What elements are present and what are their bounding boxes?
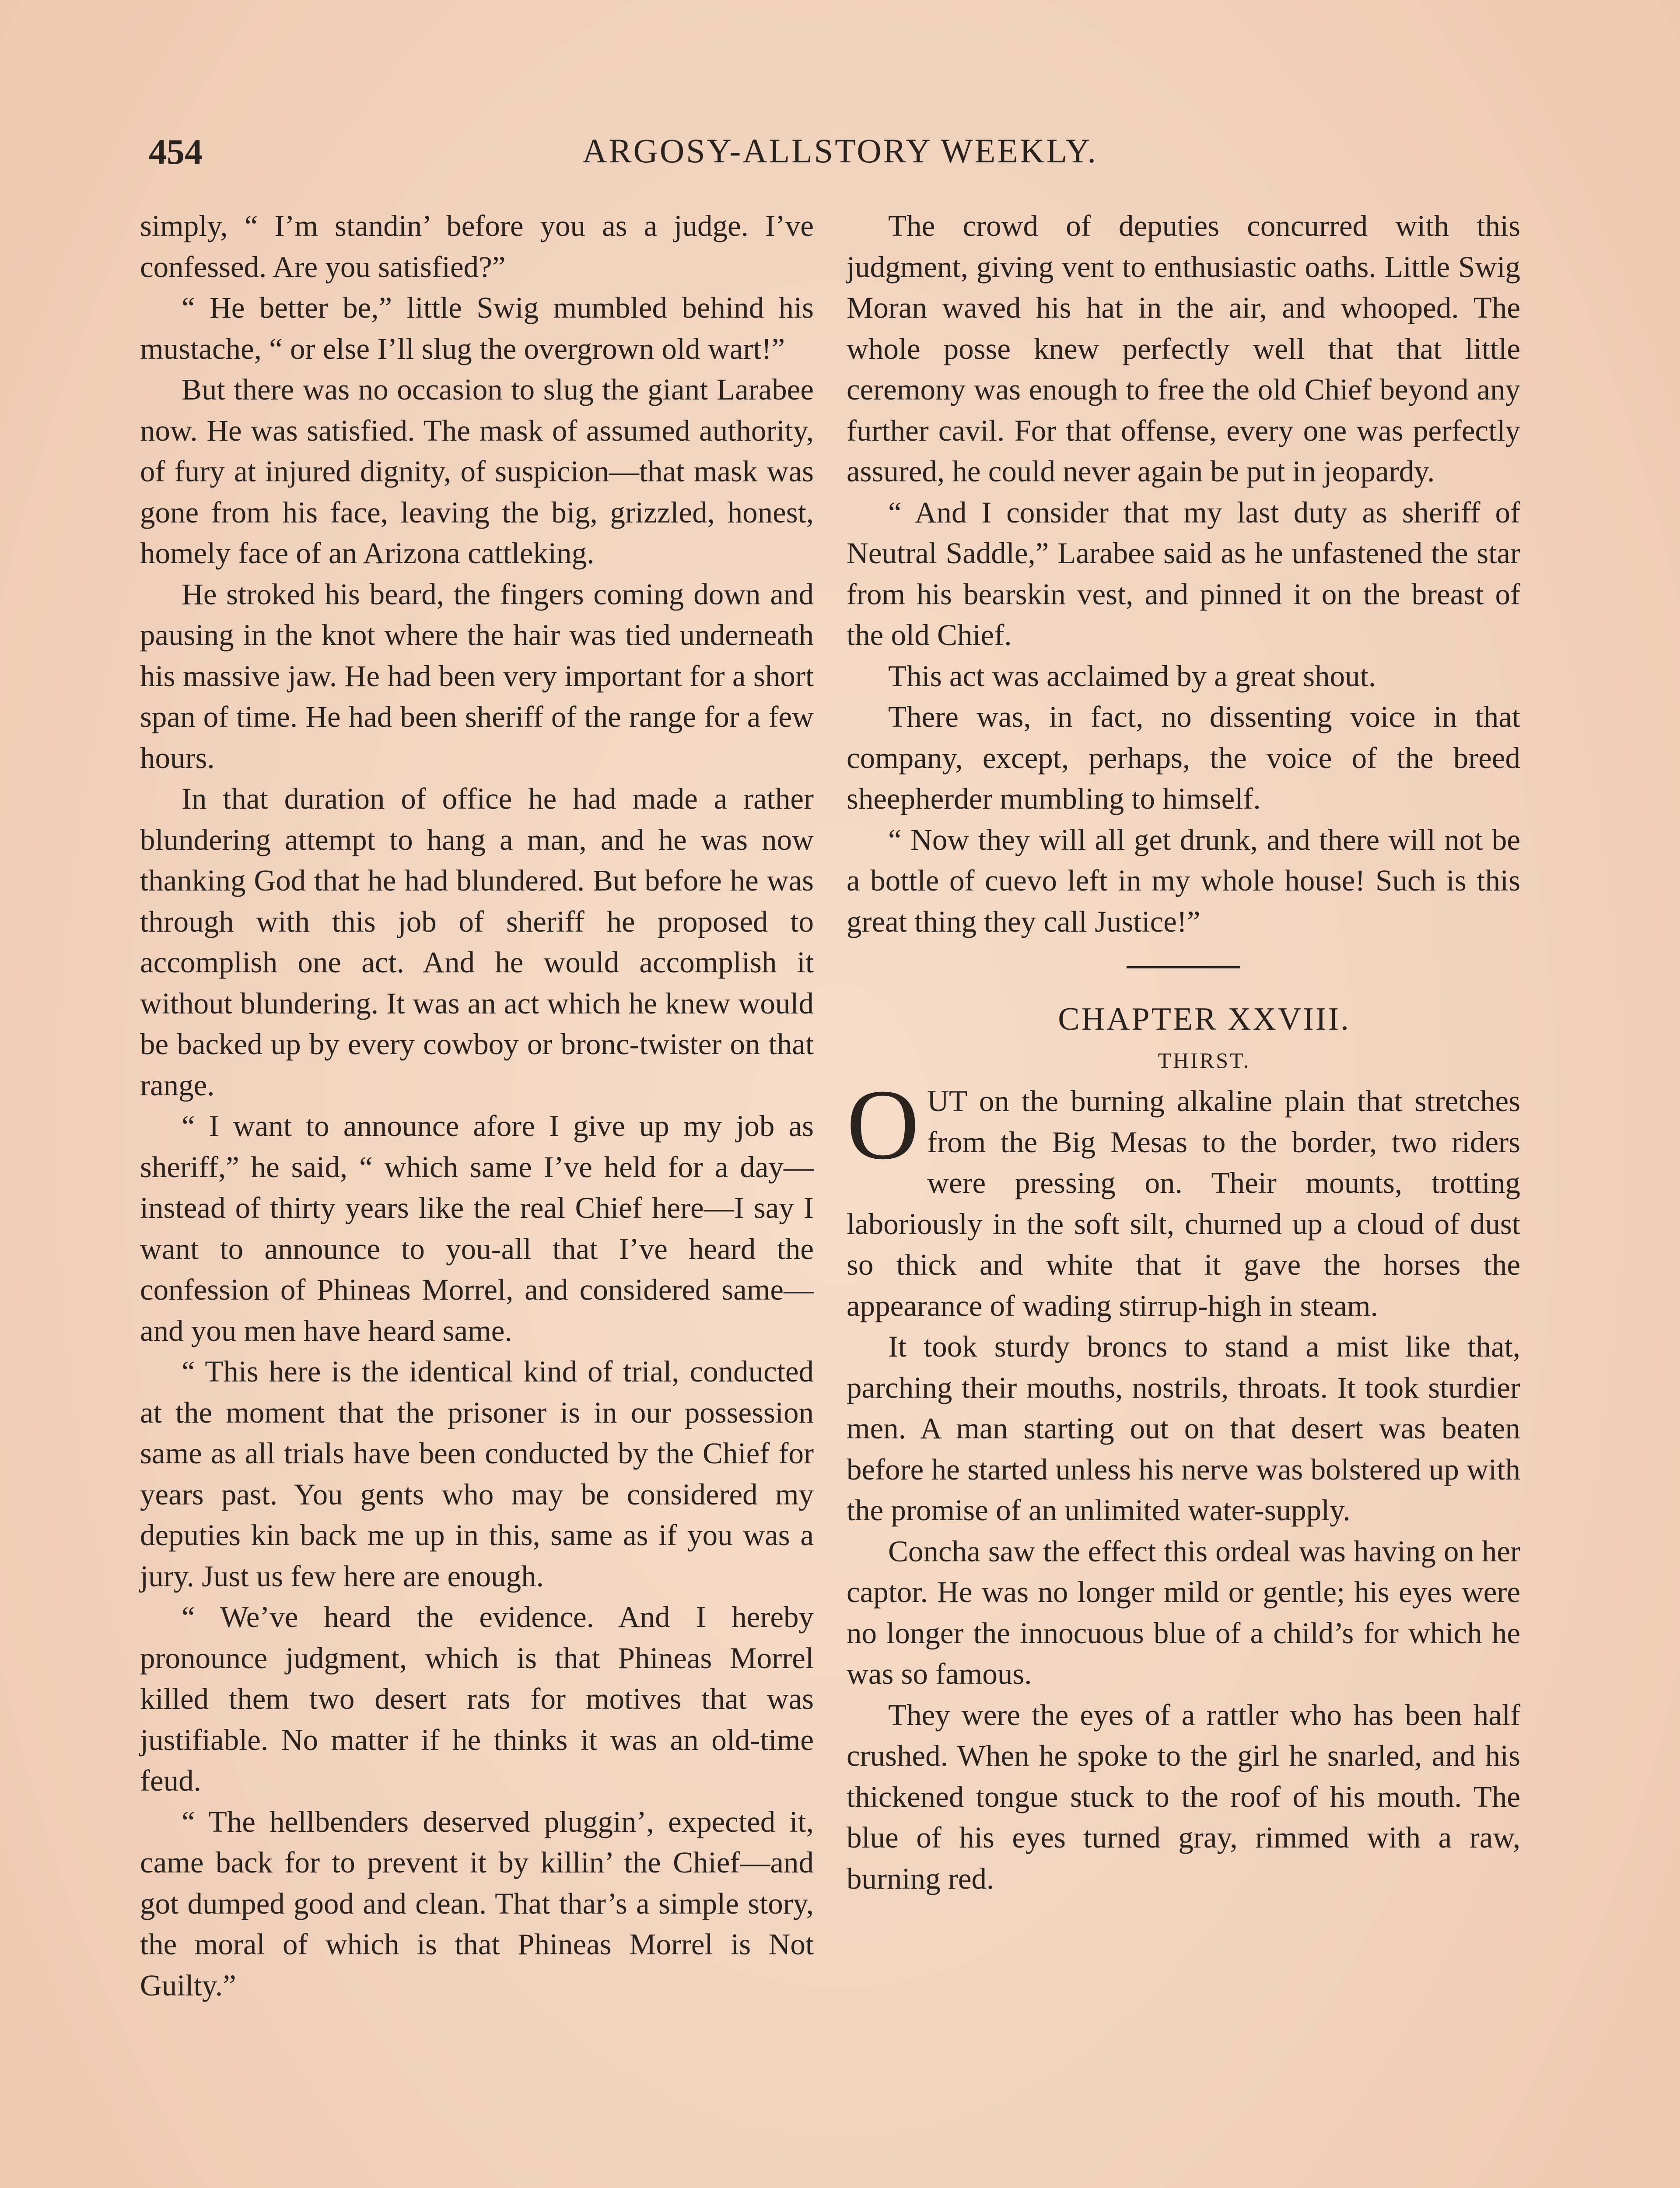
drop-cap: O: [847, 1069, 920, 1180]
paragraph: In that duration of office he had made a rather blundering attempt to hang a man, and he was now thanking God that he had blundered. But before he was through with this job of sheriff he proposed to accomplish one act. And he would accomplish it without blundering. It was an act which he knew would be backed up by every cowboy or bronc-twister on that range.: [140, 782, 814, 1102]
running-title: ARGOSY-ALLSTORY WEEKLY.: [582, 132, 1098, 170]
paragraph: This act was acclaimed by a great shout.: [888, 659, 1376, 693]
chapter-title: CHAPTER XXVIII.: [1058, 1001, 1351, 1037]
paragraph: “ And I consider that my last duty as sheriff of Neutral Saddle,” Larabee said as he unfastened the star from his bearskin vest, and pinned it on the breast of the old Chief.: [847, 495, 1520, 652]
paragraph: Concha saw the effect this ordeal was having on her captor. He was no longer mild or gentle; his eyes were no longer the innocuous blue of a child’s for which he was so famous.: [847, 1534, 1520, 1690]
paragraph: There was, in fact, no dissenting voice in that company, except, perhaps, the voice of the breed sheepherder mumbling to himself.: [847, 700, 1520, 815]
page-number: 454: [149, 132, 203, 172]
paragraph: It took sturdy broncs to stand a mist like that, parching their mouths, nostrils, throats. It took sturdier men. A man starting out on that desert was beaten before he started unless his nerve was bolstered up with the promise of an unlimited water-supply.: [847, 1330, 1520, 1527]
paragraph: “ The hellbenders deserved pluggin’, expected it, came back for to prevent it by killin’ the Chief—and got dumped good and clean. That thar’s a simple story, the moral of which is that Phineas Morrel is Not Guilty.”: [140, 1805, 814, 2002]
page-header: [140, 131, 1540, 184]
paragraph: The crowd of deputies concurred with this judgment, giving vent to enthusiastic oaths. Little Swig Moran waved his hat in the air, and whooped. The whole posse knew perfectly well that that little ceremony was enough to free the old Chief beyond any further cavil. For that offense, every one was perfectly assured, he could never again be put in jeopardy.: [847, 209, 1520, 488]
paragraph: “ We’ve heard the evidence. And I hereby pronounce judgment, which is that Phineas Morrel killed them two desert rats for motives that was justifiable. No matter if he thinks it was an old-time feud.: [140, 1600, 814, 1797]
chapter-subtitle: THIRST.: [1158, 1048, 1251, 1073]
paragraph: “ He better be,” little Swig mumbled behind his mustache, “ or else I’ll slug the overgrown old wart!”: [140, 291, 814, 365]
chapter-opening-paragraph: [847, 1069, 1520, 1326]
paragraph: They were the eyes of a rattler who has been half crushed. When he spoke to the girl he snarled, and his thickened tongue stuck to the roof of his mouth. The blue of his eyes turned gray, rimmed with a raw, burning red.: [847, 1698, 1520, 1895]
paragraph: He stroked his beard, the fingers coming down and pausing in the knot where the hair was tied underneath his massive jaw. He had been very important for a short span of time. He had been sheriff of the range for a few hours.: [140, 577, 814, 775]
paragraph: “ Now they will all get drunk, and there will not be a bottle of cuevo left in my whole house! Such is this great thing they call Justice!”: [847, 823, 1520, 938]
left-column: [140, 206, 814, 2006]
paragraph: “ I want to announce afore I give up my job as sheriff,” he said, “ which same I’ve held for a day—instead of thirty years like the real Chief here—I say I want to announce to you-all that I’ve heard the confession of Phineas Morrel, and considered same—and you men have heard same.: [140, 1109, 814, 1347]
paragraph: “ This here is the identical kind of trial, conducted at the moment that the prisoner is in our possession same as all trials have been conducted by the Chief for years past. You gents who may be considered my deputies kin back me up in this, same as if you was a jury. Just us few here are enough.: [140, 1355, 814, 1593]
right-column: [847, 206, 1520, 1899]
paragraph: simply, “ I’m standin’ before you as a judge. I’ve confessed. Are you satisfied?”: [140, 209, 814, 284]
section-divider: [1127, 966, 1240, 968]
paragraph: But there was no occasion to slug the giant Larabee now. He was satisfied. The mask of assumed authority, of fury at injured dignity, of suspicion—that mask was gone from his face, leaving the big, grizzled, honest, homely face of an Arizona cattleking.: [140, 373, 814, 570]
opening-text: UT on the burning alkaline plain that stretches from the Big Mesas to the border, two riders were pressing on. Their mounts, trotting laboriously in the soft silt, churned up a cloud of dust so thick and white that it gave the horses the appearance of wading stirrup-high in steam.: [847, 1084, 1520, 1322]
